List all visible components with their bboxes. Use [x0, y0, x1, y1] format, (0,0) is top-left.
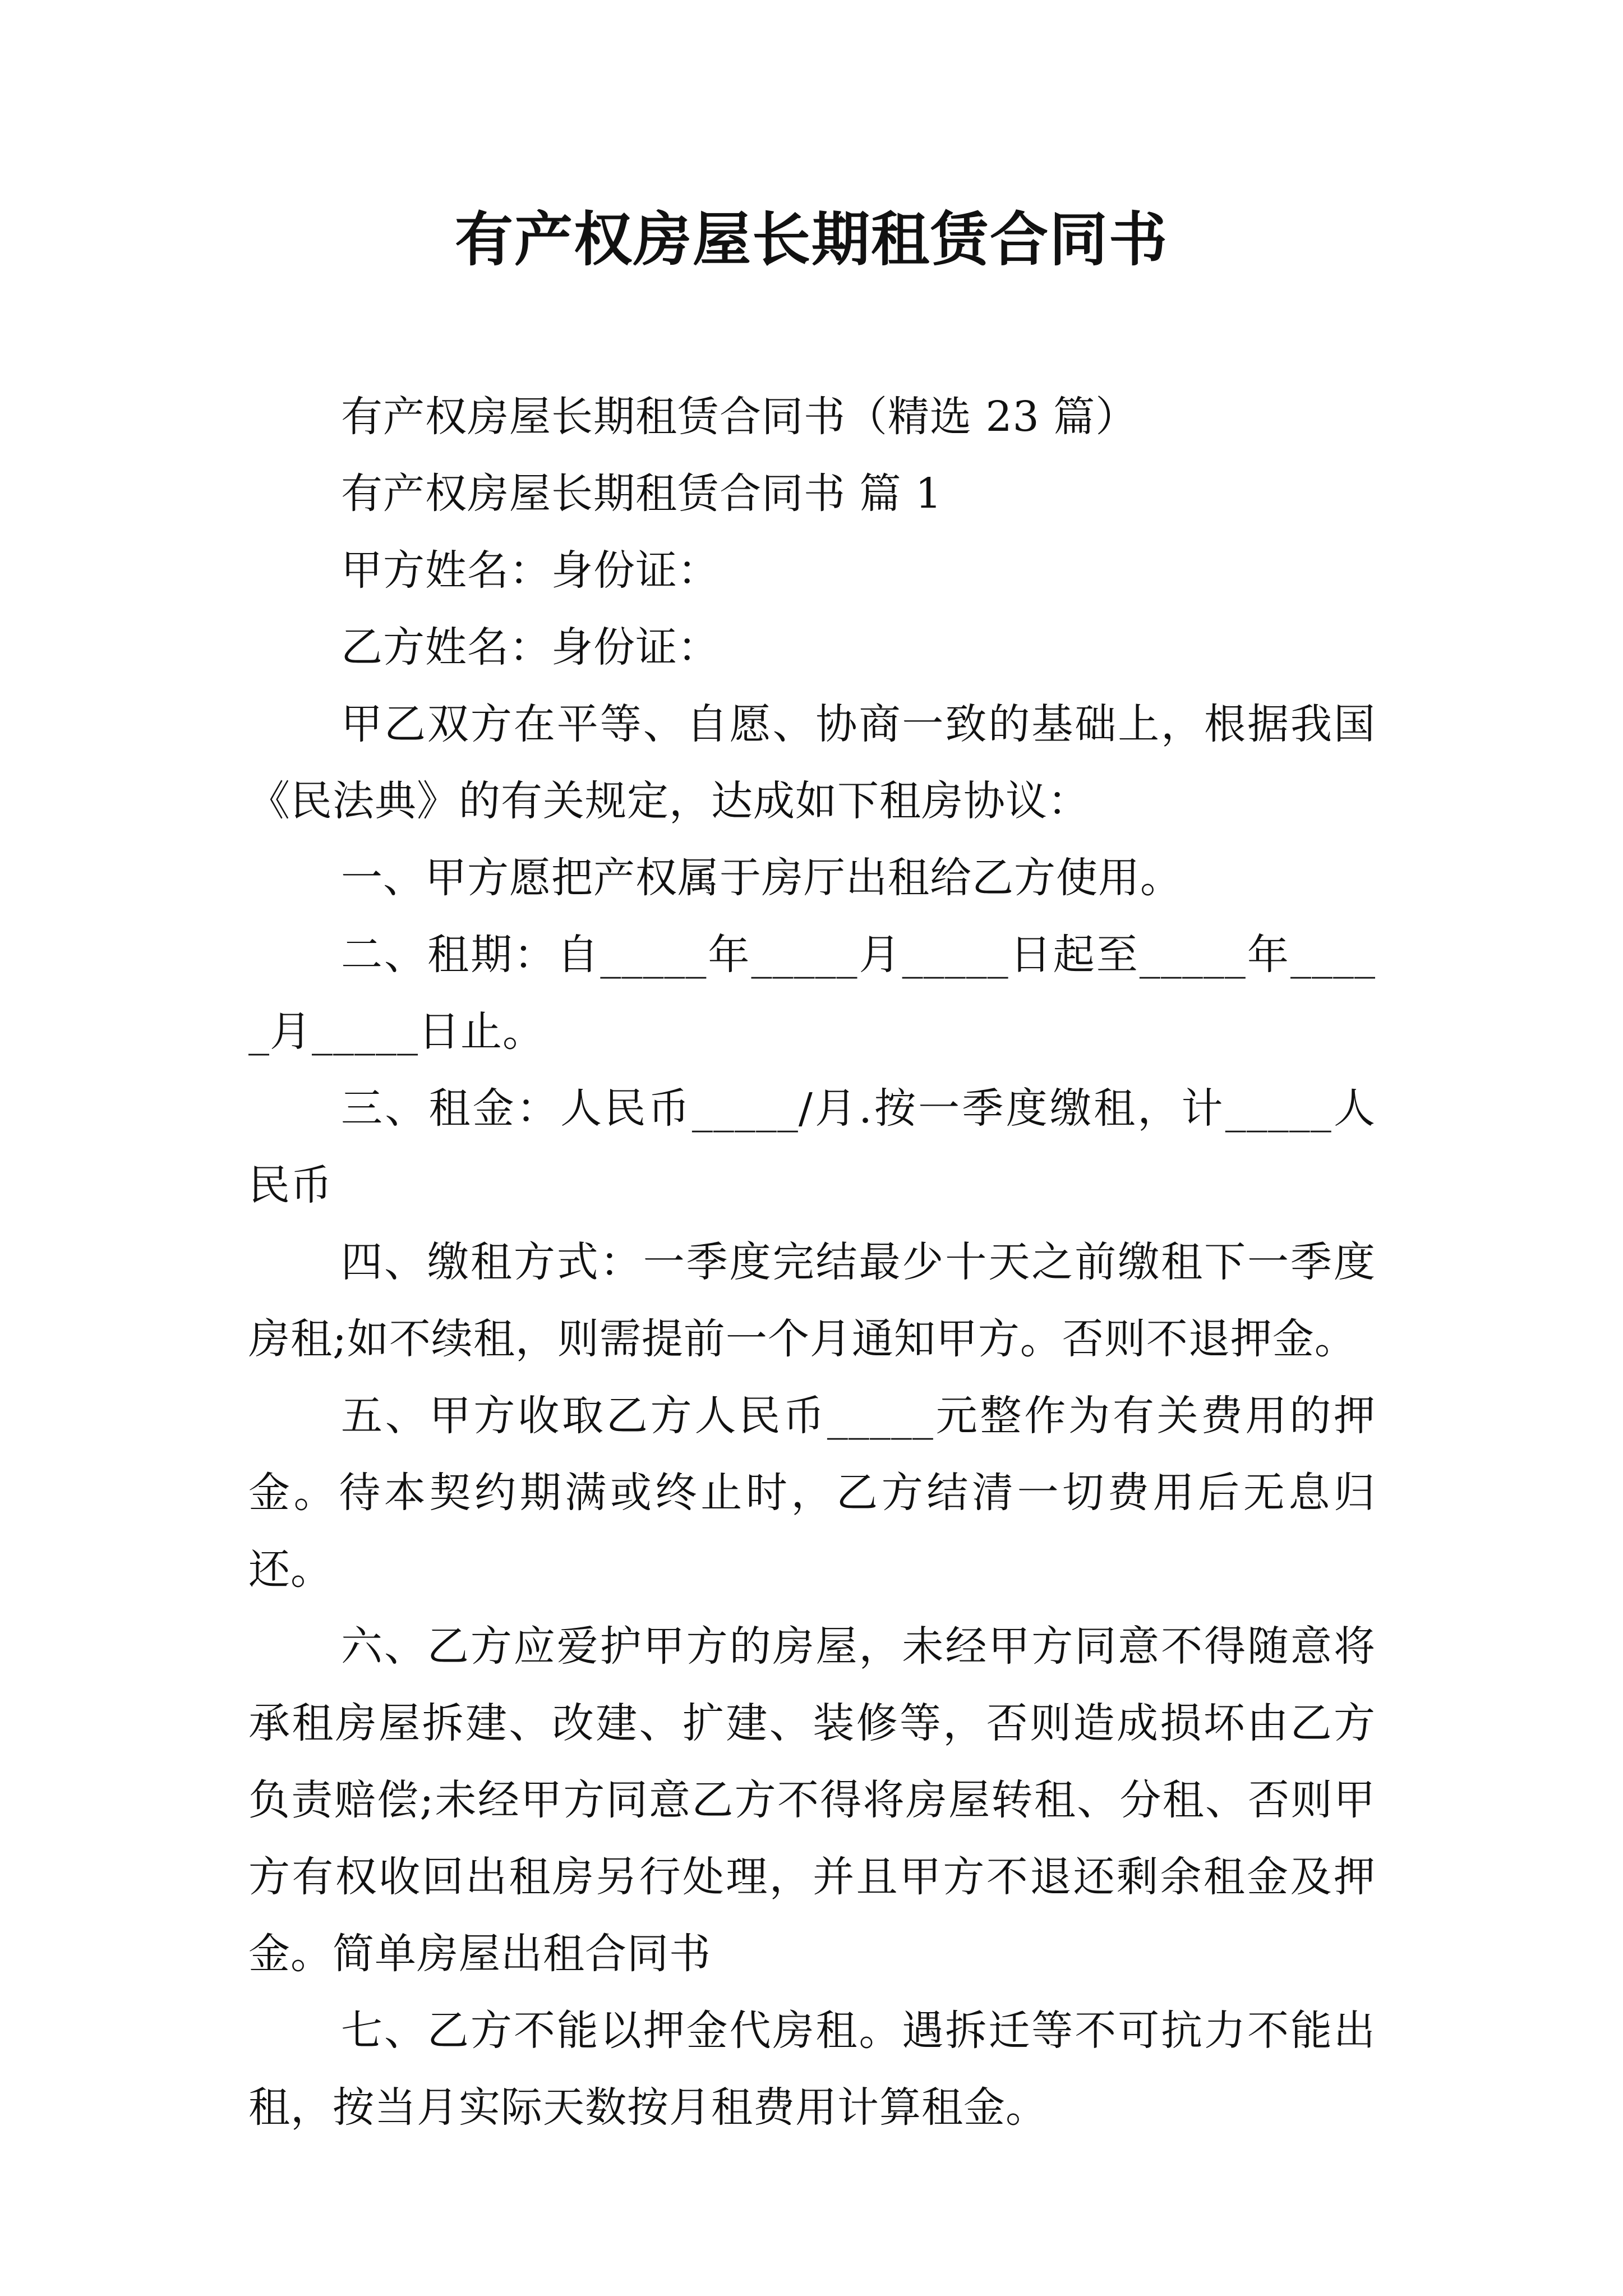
- party-a-line: 甲方姓名：身份证：: [341, 546, 720, 595]
- section-heading: 有产权房屋长期租赁合同书 篇 1: [341, 470, 943, 518]
- document-body: [248, 379, 1376, 2146]
- clause-4: 四、缴租方式：一季度完结最少十天之前缴租下一季度房租;如不续租，则需提前一个月通知甲方。否则不退押金。: [248, 1238, 1376, 1363]
- clause-6: 六、乙方应爱护甲方的房屋，未经甲方同意不得随意将承租房屋拆建、改建、扩建、装修等，否则造成损坏由乙方负责赔偿;未经甲方同意乙方不得将房屋转租、分租、否则甲方有权收回出租房另行处理，并且甲方不退还剩余租金及押金。简单房屋出租合同书: [248, 1622, 1376, 1978]
- party-b-line: 乙方姓名：身份证：: [341, 623, 720, 671]
- preamble-paragraph: 甲乙双方在平等、自愿、协商一致的基础上，根据我国《民法典》的有关规定，达成如下租房协议：: [248, 700, 1376, 825]
- clause-3: 三、租金：人民币_____/月.按一季度缴租，计_____人民币: [248, 1084, 1376, 1209]
- clause-1: 一、甲方愿把产权属于房厅出租给乙方使用。: [341, 854, 1182, 902]
- clause-5: 五、甲方收取乙方人民币_____元整作为有关费用的押金。待本契约期满或终止时，乙方结清一切费用后无息归还。: [248, 1392, 1376, 1594]
- subtitle-paragraph: 有产权房屋长期租赁合同书（精选 23 篇）: [341, 393, 1138, 441]
- document-title: 有产权房屋长期租赁合同书: [454, 205, 1168, 274]
- clause-7: 七、乙方不能以押金代房租。遇拆迁等不可抗力不能出租，按当月实际天数按月租费用计算租金。: [248, 2007, 1376, 2132]
- clause-2: 二、租期：自_____年_____月_____日起至_____年_____月_____日止。: [248, 931, 1376, 1056]
